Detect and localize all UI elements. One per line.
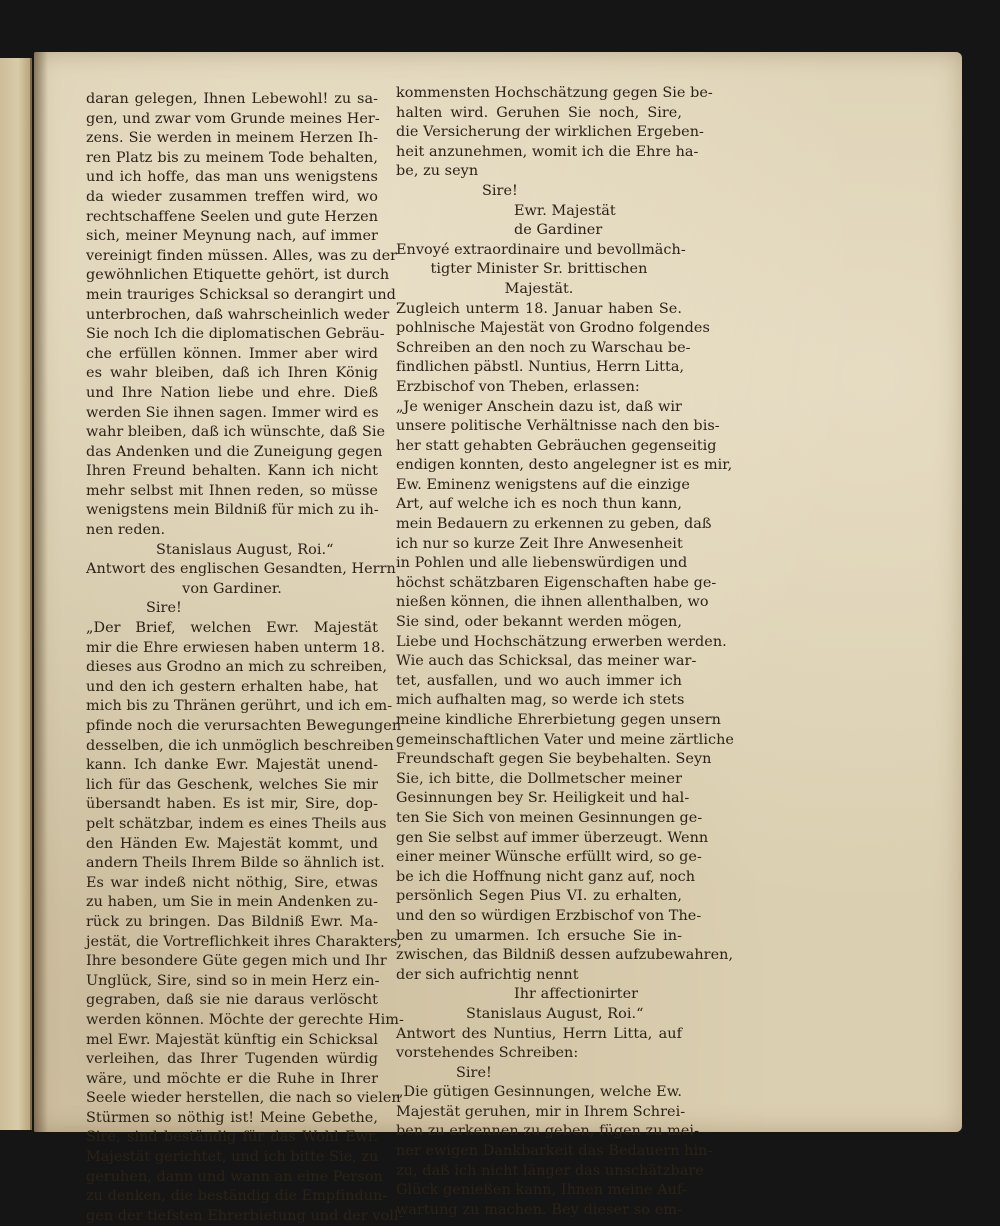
text-line: und den so würdigen Erzbischof von The- <box>396 907 702 924</box>
text-line: übersandt haben. Es ist mir, Sire, dop- <box>86 796 378 813</box>
text-line: „Je weniger Anschein dazu ist, daß wir <box>396 398 682 415</box>
text-line: mich bis zu Thränen gerührt, und ich em- <box>86 698 393 715</box>
text-line: Erzbischof von Theben, erlassen: <box>396 378 640 395</box>
previous-page-edge <box>0 58 32 1130</box>
text-line: Es war indeß nicht nöthig, Sire, etwas <box>86 874 378 891</box>
left-text-column <box>86 90 404 1226</box>
text-line: Schreiben an den noch zu Warschau be- <box>396 339 691 356</box>
text-line: jestät, die Vortreflichkeit ihres Charakters, <box>86 933 403 950</box>
text-line: halten wird. Geruhen Sie noch, Sire, <box>396 104 682 121</box>
text-line: che erfüllen können. Immer aber wird <box>86 345 378 362</box>
text-line: Liebe und Hochschätzung erwerben werden. <box>396 633 727 650</box>
section-heading: vorstehendes Schreiben: <box>396 1045 579 1062</box>
text-line: die Versicherung der wirklichen Ergeben- <box>396 124 704 141</box>
text-line: es wahr bleiben, daß ich Ihren König <box>86 365 378 382</box>
text-line: Freundschaft gegen Sie beybehalten. Seyn <box>396 751 712 768</box>
text-line: sich, meiner Meynung nach, auf immer <box>86 228 378 245</box>
text-line: zens. Sie werden in meinem Herzen Ih- <box>86 130 378 147</box>
salutation: Sire! <box>482 182 518 199</box>
text-line: nießen können, die ihnen allenthalben, wo <box>396 594 709 611</box>
text-line: tigter Minister Sr. brittischen <box>430 261 648 278</box>
text-line: pohlnische Majestät von Grodno folgendes <box>396 320 710 337</box>
text-line: mich aufhalten mag, so werde ich stets <box>396 692 685 709</box>
text-line: heit anzunehmen, womit ich die Ehre ha- <box>396 143 699 160</box>
salutation: Sire! <box>146 600 182 617</box>
text-line: wäre, und möchte er die Ruhe in Ihrer <box>86 1070 378 1087</box>
text-line: gen der tiefsten Ehrerbietung und der voll- <box>86 1207 404 1224</box>
text-line: mel Ewr. Majestät künftig ein Schicksal <box>86 1031 378 1048</box>
text-line: verleihen, das Ihrer Tugenden würdig <box>86 1051 378 1068</box>
text-line: rechtschaffene Seelen und gute Herzen <box>86 208 379 225</box>
text-line: Ihren Freund behalten. Kann ich nicht <box>86 463 378 480</box>
text-line: und Ihre Nation liebe und ehre. Dieß <box>86 384 378 401</box>
text-line: pelt schätzbar, indem es eines Theils aus <box>86 815 387 832</box>
text-line: Majestät gerichtet, und ich bitte Sie, zu <box>86 1149 379 1166</box>
text-line: ner ewigen Dankbarkeit das Bedauern hin- <box>396 1143 713 1160</box>
text-line: gen Sie selbst auf immer überzeugt. Wenn <box>396 829 709 846</box>
text-line: Ew. Eminenz wenigstens auf die einzige <box>396 476 690 493</box>
text-line: wahr bleiben, daß ich wünschte, daß Sie <box>86 424 386 441</box>
text-line: einer meiner Wünsche erfüllt wird, so ge- <box>396 849 702 866</box>
text-line: Stürmen so nöthig ist! Meine Gebethe, <box>86 1109 378 1126</box>
text-line: desselben, die ich unmöglich beschreiben <box>86 737 394 754</box>
text-line: rück zu bringen. Das Bildniß Ewr. Ma- <box>86 913 378 930</box>
text-line: gewöhnlichen Etiquette gehört, ist durch <box>86 267 390 284</box>
text-line: geruhen, dann und wann an eine Person <box>86 1168 383 1185</box>
closing-line: Ewr. Majestät <box>514 202 616 219</box>
text-line: wartung zu machen. Bey dieser so em- <box>396 1201 682 1218</box>
signature-line: Stanislaus August, Roi.“ <box>466 1005 644 1022</box>
text-line: und den ich gestern erhalten habe, hat <box>86 678 378 695</box>
text-line: persönlich Segen Pius VI. zu erhalten, <box>396 888 682 905</box>
section-heading: Antwort des englischen Gesandten, Herrn <box>86 561 396 578</box>
text-line: Gesinnungen bey Sr. Heiligkeit und hal- <box>396 790 690 807</box>
text-line: höchst schätzbaren Eigenschaften habe ge- <box>396 574 717 591</box>
text-line: dieses aus Grodno an mich zu schreiben, <box>86 659 387 676</box>
text-line: „Der Brief, welchen Ewr. Majestät <box>86 620 378 637</box>
text-line: nen reden. <box>86 522 166 539</box>
text-line: das Andenken und die Zuneigung gegen <box>86 443 383 460</box>
text-line: gen, und zwar vom Grunde meines Her- <box>86 110 380 127</box>
text-line: ben zu umarmen. Ich ersuche Sie in- <box>396 927 682 944</box>
text-line: Ihre besondere Güte gegen mich und Ihr <box>86 953 387 970</box>
text-line: Sire, sind beständig für das Wohl Ewr. <box>86 1129 378 1146</box>
signature-line: Stanislaus August, Roi.“ <box>156 541 334 558</box>
text-line: Sie noch Ich die diplomatischen Gebräu- <box>86 326 385 343</box>
section-heading: Antwort des Nuntius, Herrn Litta, auf <box>396 1025 682 1042</box>
text-line: gegraben, daß sie nie daraus verlöscht <box>86 992 378 1009</box>
text-line: mein trauriges Schicksal so derangirt und <box>86 286 396 303</box>
text-line: meine kindliche Ehrerbietung gegen unsern <box>396 712 721 728</box>
text-line: da wieder zusammen treffen wird, wo <box>86 188 378 205</box>
text-line: ich nur so kurze Zeit Ihre Anwesenheit <box>396 535 683 552</box>
text-line: Envoyé extraordinaire und bevollmäch- <box>396 241 686 258</box>
text-line: wenigstens mein Bildniß für mich zu ih- <box>86 502 379 519</box>
text-line: ten Sie Sich von meinen Gesinnungen ge- <box>396 809 703 826</box>
right-text-column <box>396 84 734 1220</box>
text-line: ren Platz bis zu meinem Tode behalten, <box>86 149 378 166</box>
closing-line: Ihr affectionirter <box>514 986 639 1003</box>
text-line: Wie auch das Schicksal, das meiner war- <box>396 653 697 670</box>
text-line: zwischen, das Bildniß dessen aufzubewahren, <box>396 947 734 964</box>
text-line: werden Sie ihnen sagen. Immer wird es <box>86 404 379 421</box>
signature-line: de Gardiner <box>514 222 603 239</box>
text-line: Glück genießen kann, Ihnen meine Auf- <box>396 1182 687 1199</box>
text-line: mein Bedauern zu erkennen zu geben, daß <box>396 516 712 533</box>
text-line: pfinde noch die verursachten Bewegungen <box>86 718 402 734</box>
text-line: andern Theils Ihrem Bilde so ähnlich ist. <box>86 855 385 872</box>
page-gutter-shadow <box>34 52 48 1132</box>
text-line: unterbrochen, daß wahrscheinlich weder <box>86 306 390 323</box>
text-line: daran gelegen, Ihnen Lebewohl! zu sa- <box>86 91 378 107</box>
text-line: Sie sind, oder bekannt werden mögen, <box>396 614 682 631</box>
text-line: Seele wieder herstellen, die nach so vielen <box>86 1090 401 1107</box>
text-line: den Händen Ew. Majestät kommt, und <box>86 835 378 852</box>
text-line: der sich aufrichtig nennt <box>396 966 579 983</box>
text-line: tet, ausfallen, und wo auch immer ich <box>396 672 682 689</box>
salutation: Sire! <box>456 1064 492 1081</box>
text-line: endigen konnten, desto angelegner ist es mir, <box>396 457 733 474</box>
text-line: und ich hoffe, das man uns wenigstens <box>86 169 378 186</box>
text-line: findlichen päbstl. Nuntius, Herrn Litta, <box>396 359 685 376</box>
text-line: mehr selbst mit Ihnen reden, so müsse <box>86 482 378 499</box>
text-line: her statt gehabten Gebräuchen gegenseitig <box>396 437 717 454</box>
text-line: Zugleich unterm 18. Januar haben Se. <box>396 300 682 317</box>
text-line: Unglück, Sire, sind so in mein Herz ein- <box>86 972 380 989</box>
text-line: Art, auf welche ich es noch thun kann, <box>396 496 682 513</box>
text-line: zu denken, die beständig die Empfindun- <box>86 1188 388 1205</box>
text-line: „Die gütigen Gesinnungen, welche Ew. <box>396 1084 682 1101</box>
text-line: zu, daß ich nicht länger das unschätzbare <box>396 1162 704 1179</box>
section-heading: von Gardiner. <box>182 580 282 597</box>
text-line: Majestät. <box>504 280 574 297</box>
text-line: mir die Ehre erwiesen haben unterm 18. <box>86 639 386 656</box>
text-line: be, zu seyn <box>396 163 479 180</box>
text-line: vereinigt finden müssen. Alles, was zu der <box>86 247 398 264</box>
text-line: ben zu erkennen zu geben, fügen zu mei- <box>396 1123 699 1140</box>
text-line: lich für das Geschenk, welches Sie mir <box>86 776 378 793</box>
text-line: kann. Ich danke Ewr. Majestät unend- <box>86 757 378 774</box>
text-line: unsere politische Verhältnisse nach den bis- <box>396 418 720 435</box>
text-line: be ich die Hoffnung nicht ganz auf, noch <box>396 868 696 885</box>
text-line: Majestät geruhen, mir in Ihrem Schrei- <box>396 1103 686 1120</box>
text-line: werden können. Möchte der gerechte Him- <box>86 1011 404 1028</box>
text-line: in Pohlen und alle liebenswürdigen und <box>396 555 688 572</box>
text-line: kommensten Hochschätzung gegen Sie be- <box>396 85 713 101</box>
text-line: gemeinschaftlichen Vater und meine zärtliche <box>396 731 734 748</box>
text-line: zu haben, um Sie in mein Andenken zu- <box>86 894 378 911</box>
text-line: Sie, ich bitte, die Dollmetscher meiner <box>396 770 682 787</box>
